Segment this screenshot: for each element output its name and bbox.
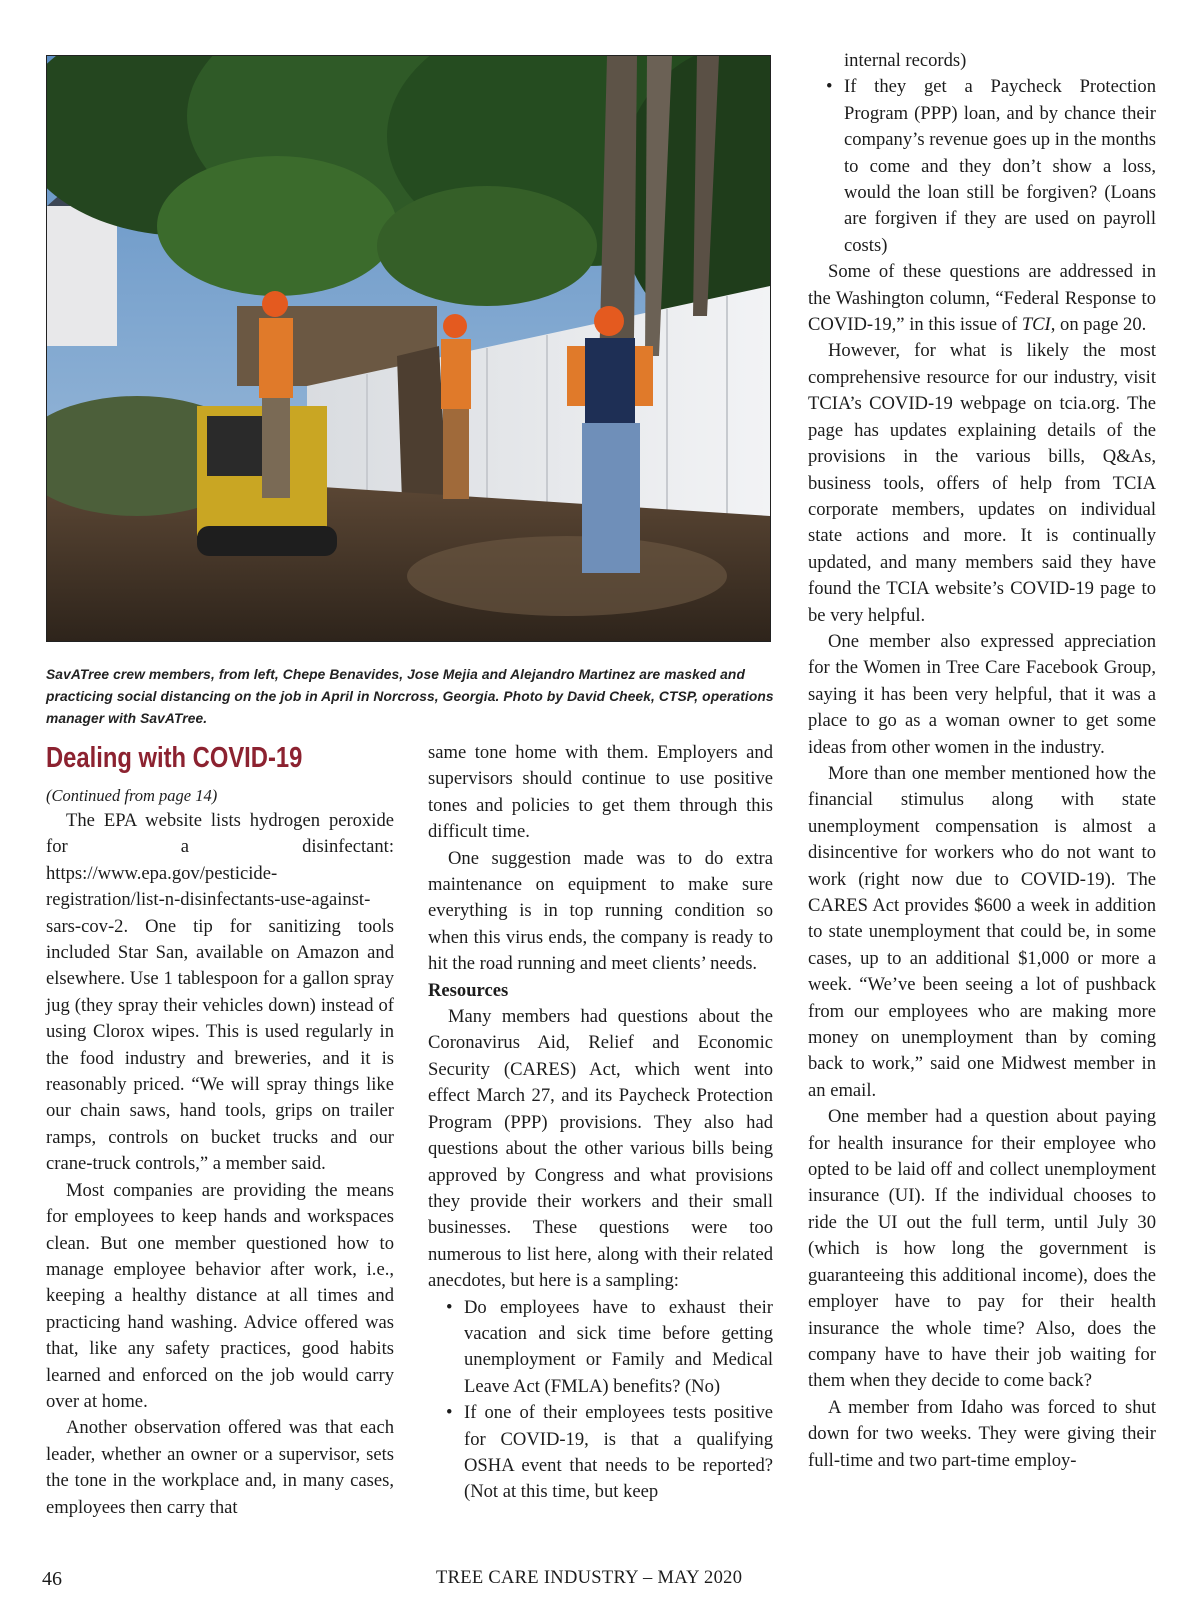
crew-photo-illustration: [47, 56, 770, 641]
crew-photo: [46, 55, 771, 642]
list-item: • If they get a Paycheck Protection Program (PPP) loan, and by chance their company’s revenue goes up in the months to come and they don’t show a loss, would the loan still be forgiven? (Loans are forgiven if they are used on payroll costs): [808, 74, 1156, 259]
resources-heading: Resources: [428, 979, 509, 1001]
continued-note: (Continued from page 14): [46, 786, 218, 805]
list-item-continuation: internal records): [844, 50, 967, 71]
list-item: • If one of their employees tests positive for COVID-19, is that a qualifying OSHA event that needs to be reported? (Not at this time, but keep: [428, 1400, 773, 1506]
paragraph: A member from Idaho was forced to shut down for two weeks. They were giving their full-time and two part-time employ-: [808, 1396, 1156, 1471]
text-run: , on page 20.: [1050, 314, 1147, 336]
article-column-2: [428, 740, 773, 1506]
paragraph: One member also expressed appreciation for the Women in Tree Care Facebook Group, saying it has been very helpful, that it was a place to go as a woman owner to get some ideas from other women in the industry.: [808, 630, 1156, 758]
publication-abbrev: TCI: [1021, 314, 1051, 336]
article-column-1: [46, 740, 394, 1521]
paragraph: Many members had questions about the Coronavirus Aid, Relief and Economic Security (CARES) Act, which went into effect March 27, and its Paycheck Protection Program (PPP) provisions. They also had questions about the other various bills being approved by Congress and what provisions they provide their workers and their small businesses. These questions were too numerous to list here, along with their related anecdotes, but here is a sampling:: [428, 1006, 773, 1292]
question-list: [428, 1295, 773, 1506]
photo-caption: SavATree crew members, from left, Chepe Benavides, Jose Mejia and Alejandro Martinez are masked and practicing social distancing on the job in April in Norcross, Georgia. Photo by David Cheek, CTSP, operations manager with SavATree.: [46, 667, 774, 726]
paragraph: One member had a question about paying for health insurance for their employee who opted to be laid off and collect unemployment insurance (UI). If the individual chooses to ride the UI out the full term, until July 30 (which is how long the government is guaranteeing this additional income), does the employer have to pay for their health insurance the whole time? Also, does the company have to have their job waiting for them when they decide to come back?: [808, 1106, 1156, 1392]
text-run: Some of these questions are addressed in the Washington column, “Federal Response to COVID-19,” in this issue of: [808, 261, 1156, 336]
paragraph: More than one member mentioned how the financial stimulus along with state unemployment compensation is almost a disincentive for workers who do not want to work (right now due to COVID-19). The CARES Act provides $600 a week in addition to state unemployment that could be, in some cases, up to an additional $1,000 or more a week. “We’ve been seeing a lot of pushback from our employees who are making more money on unemployment than by coming back to work,” said one Midwest member in an email.: [808, 762, 1156, 1101]
question-list-continued: [808, 74, 1156, 259]
paragraph: Another observation offered was that each leader, whether an owner or a supervisor, sets the tone in the workplace and, in many cases, employees then carry that: [46, 1417, 394, 1518]
article-headline: Dealing with COVID-19: [46, 742, 303, 774]
paragraph: The EPA website lists hydrogen peroxide for a disinfectant: https://www.epa.gov/pesticide-registration/list-n-disinfectants-use-against-sars-cov-2. One tip for sanitizing tools included Star San, available on Amazon and elsewhere. Use 1 tablespoon for a gallon spray jug (they spray their vehicles down) instead of using Clorox wipes. This is used regularly in the food industry and breweries, and it is reasonably priced. “We will spray things like our chain saws, hand tools, grips on trailer ramps, controls on bucket trucks and our crane-truck controls,” a member said.: [46, 810, 394, 1175]
list-item: • Do employees have to exhaust their vacation and sick time before getting unemployment or Family and Medical Leave Act (FMLA) benefits? (No): [428, 1295, 773, 1401]
paragraph: However, for what is likely the most comprehensive resource for our industry, visit TCIA’s COVID-19 webpage on tcia.org. The page has updates explaining details of the provisions in the various bills, Q&As, business tools, offers of help from TCIA corporate members, updates on individual state actions and more. It is continually updated, and many members said they have found the TCIA website’s COVID-19 page to be very helpful.: [808, 340, 1156, 626]
article-column-3: [808, 48, 1156, 1474]
publication-footer: TREE CARE INDUSTRY – MAY 2020: [436, 1568, 743, 1588]
page-number: 46: [42, 1568, 62, 1590]
paragraph: One suggestion made was to do extra maintenance on equipment to make sure everything is in top running condition so when this virus ends, the company is ready to hit the road running and meet clients’ needs.: [428, 847, 773, 975]
paragraph: [808, 259, 1156, 338]
paragraph: same tone home with them. Employers and supervisors should continue to use positive tones and policies to get them through this difficult time.: [428, 742, 773, 843]
paragraph: Most companies are providing the means for employees to keep hands and workspaces clean. But one member questioned how to manage employee behavior after work, i.e., keeping a healthy distance at all times and practicing hand washing. Advice offered was that, like any safety practices, good habits learned and enforced on the job would carry over at home.: [46, 1179, 394, 1412]
